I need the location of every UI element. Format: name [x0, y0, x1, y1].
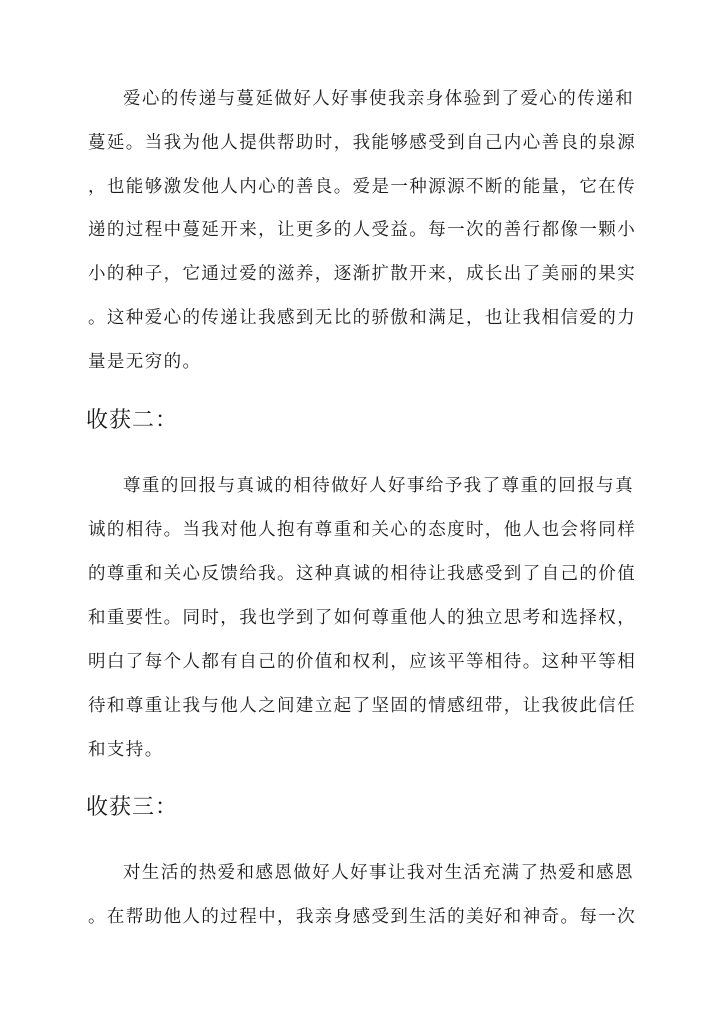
paragraph-3-line-2: 。在帮助他人的过程中，我亲身感受到生活的美好和神奇。每一次 — [88, 907, 637, 927]
section-heading-2: 收获二： — [86, 408, 179, 433]
paragraph-2-line-1: 尊重的回报与真诚的相待做好人好事给予我了尊重的回报与真 — [123, 476, 634, 496]
paragraph-1-line-2: 蔓延。当我为他人提供帮助时，我能够感受到自己内心善良的泉源 — [88, 133, 637, 153]
paragraph-2-line-7: 和支持。 — [88, 740, 164, 760]
paragraph-1-line-7: 量是无穷的。 — [88, 352, 202, 372]
paragraph-1-line-4: 递的过程中蔓延开来，让更多的人受益。每一次的善行都像一颗小 — [88, 220, 637, 240]
paragraph-1-line-1: 爱心的传递与蔓延做好人好事使我亲身体验到了爱心的传递和 — [123, 89, 634, 109]
paragraph-2-line-6: 待和尊重让我与他人之间建立起了坚固的情感纽带，让我彼此信任 — [88, 696, 637, 716]
paragraph-3-line-1: 对生活的热爱和感恩做好人好事让我对生活充满了热爱和感恩 — [123, 863, 634, 883]
paragraph-2-line-5: 明白了每个人都有自己的价值和权利，应该平等相待。这种平等相 — [88, 652, 637, 672]
section-heading-3: 收获三： — [86, 795, 179, 820]
paragraph-2-line-4: 和重要性。同时，我也学到了如何尊重他人的独立思考和选择权， — [88, 608, 637, 628]
paragraph-1-line-5: 小的种子，它通过爱的滋养，逐渐扩散开来，成长出了美丽的果实 — [88, 264, 637, 284]
paragraph-2-line-2: 诚的相待。当我对他人抱有尊重和关心的态度时，他人也会将同样 — [88, 520, 637, 540]
paragraph-2-line-3: 的尊重和关心反馈给我。这种真诚的相待让我感受到了自己的价值 — [88, 564, 637, 584]
paragraph-1-line-3: ，也能够激发他人内心的善良。爱是一种源源不断的能量，它在传 — [88, 177, 637, 197]
paragraph-1-line-6: 。这种爱心的传递让我感到无比的骄傲和满足，也让我相信爱的力 — [88, 308, 637, 328]
